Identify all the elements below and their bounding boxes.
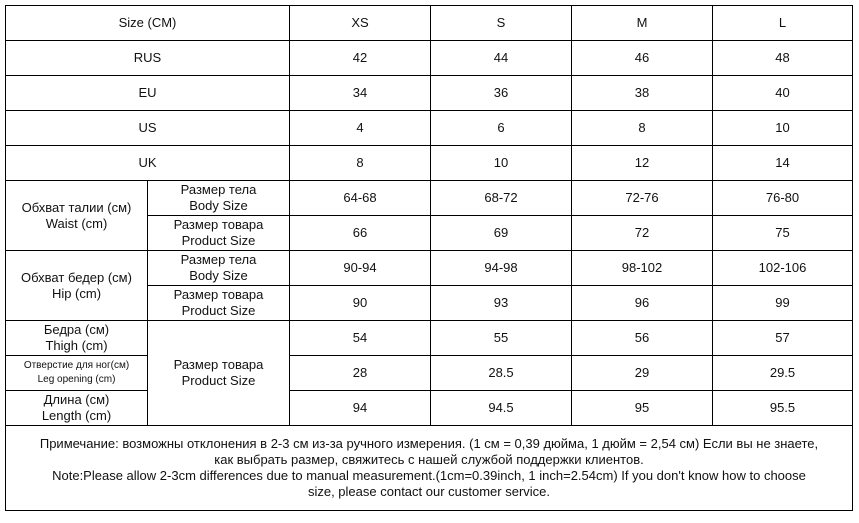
row-label: EU	[6, 76, 290, 111]
header-row	[6, 6, 853, 41]
length-row	[6, 391, 853, 426]
product-size-label	[148, 216, 290, 251]
rus-row	[6, 41, 853, 76]
product-size-label	[148, 321, 290, 426]
table-cell: 6	[431, 111, 572, 146]
table-cell: 4	[290, 111, 431, 146]
table-cell: 57	[713, 321, 853, 356]
table-cell: 28	[290, 356, 431, 391]
table-cell: 94	[290, 391, 431, 426]
table-cell: 90	[290, 286, 431, 321]
row-label: RUS	[6, 41, 290, 76]
table-cell: 48	[713, 41, 853, 76]
size-l-header: L	[713, 6, 853, 41]
table-cell: 95.5	[713, 391, 853, 426]
size-xs-header: XS	[290, 6, 431, 41]
hip-body-row	[6, 251, 853, 286]
table-cell: 64-68	[290, 181, 431, 216]
leg-opening-label-en: Leg opening (cm)	[37, 374, 116, 385]
thigh-label	[6, 321, 148, 356]
thigh-row	[6, 321, 853, 356]
note-en-line-1: Note:Please allow 2-3cm differences due to manual measurement.(1cm=0.39inch, 1 inch=2.54cm) If you don't know how to choose	[52, 468, 806, 483]
table-cell: 56	[572, 321, 713, 356]
table-cell: 98-102	[572, 251, 713, 286]
size-m-header: M	[572, 6, 713, 41]
thigh-label-en: Thigh (cm)	[45, 338, 108, 353]
product-size-en: Product Size	[181, 233, 256, 248]
table-cell: 14	[713, 146, 853, 181]
table-cell: 102-106	[713, 251, 853, 286]
product-size-en: Product Size	[181, 303, 256, 318]
row-label: UK	[6, 146, 290, 181]
table-cell: 94.5	[431, 391, 572, 426]
body-size-en: Body Size	[189, 268, 248, 283]
table-cell: 28.5	[431, 356, 572, 391]
length-label	[6, 391, 148, 426]
table-cell: 90-94	[290, 251, 431, 286]
table-cell: 8	[290, 146, 431, 181]
table-cell: 95	[572, 391, 713, 426]
leg-opening-label-ru: Отверстие для ног(см)	[23, 360, 130, 371]
length-label-en: Length (cm)	[41, 408, 112, 423]
table-cell: 10	[431, 146, 572, 181]
body-size-ru: Размер тела	[180, 182, 257, 197]
table-cell: 40	[713, 76, 853, 111]
table-cell: 54	[290, 321, 431, 356]
product-size-label	[148, 286, 290, 321]
length-label-ru: Длина (см)	[43, 392, 110, 407]
table-cell: 93	[431, 286, 572, 321]
table-cell: 29	[572, 356, 713, 391]
table-cell: 72	[572, 216, 713, 251]
body-size-en: Body Size	[189, 198, 248, 213]
table-cell: 76-80	[713, 181, 853, 216]
table-cell: 44	[431, 41, 572, 76]
leg-opening-row	[6, 356, 853, 391]
waist-label-en: Waist (cm)	[45, 215, 108, 231]
measurement-note	[6, 426, 853, 511]
us-row	[6, 111, 853, 146]
thigh-label-ru: Бедра (см)	[43, 322, 110, 337]
size-header-label: Size (CM)	[6, 6, 290, 41]
product-size-en: Product Size	[181, 373, 256, 388]
table-cell: 10	[713, 111, 853, 146]
note-ru-line-2: как выбрать размер, свяжитесь с нашей службой поддержки клиентов.	[214, 452, 644, 467]
table-cell: 66	[290, 216, 431, 251]
eu-row	[6, 76, 853, 111]
size-chart	[5, 5, 853, 511]
table-cell: 38	[572, 76, 713, 111]
table-cell: 46	[572, 41, 713, 76]
leg-opening-label	[6, 356, 148, 391]
note-ru-line-1: Примечание: возможны отклонения в 2-3 см из-за ручного измерения. (1 см = 0,39 дюйма, 1 дюйм = 2,54 см) Если вы не знаете,	[39, 436, 819, 451]
hip-label	[6, 251, 148, 321]
body-size-label	[148, 181, 290, 216]
table-cell: 8	[572, 111, 713, 146]
product-size-ru: Размер товара	[173, 287, 264, 302]
table-cell: 96	[572, 286, 713, 321]
table-cell: 34	[290, 76, 431, 111]
waist-body-row	[6, 181, 853, 216]
body-size-label	[148, 251, 290, 286]
note-en-line-2: size, please contact our customer service.	[307, 484, 551, 499]
note-row	[6, 426, 853, 511]
hip-label-en: Hip (cm)	[51, 285, 102, 301]
body-size-ru: Размер тела	[180, 252, 257, 267]
row-label: US	[6, 111, 290, 146]
table-cell: 68-72	[431, 181, 572, 216]
table-cell: 29.5	[713, 356, 853, 391]
size-s-header: S	[431, 6, 572, 41]
table-cell: 94-98	[431, 251, 572, 286]
table-cell: 99	[713, 286, 853, 321]
waist-label	[6, 181, 148, 251]
table-cell: 55	[431, 321, 572, 356]
product-size-ru: Размер товара	[173, 357, 264, 372]
size-table	[5, 5, 853, 511]
table-cell: 36	[431, 76, 572, 111]
table-cell: 72-76	[572, 181, 713, 216]
product-size-ru: Размер товара	[173, 217, 264, 232]
hip-label-ru: Обхват бедер (см)	[21, 269, 132, 285]
table-cell: 12	[572, 146, 713, 181]
table-cell: 75	[713, 216, 853, 251]
uk-row	[6, 146, 853, 181]
table-cell: 42	[290, 41, 431, 76]
waist-label-ru: Обхват талии (см)	[21, 199, 132, 215]
table-cell: 69	[431, 216, 572, 251]
